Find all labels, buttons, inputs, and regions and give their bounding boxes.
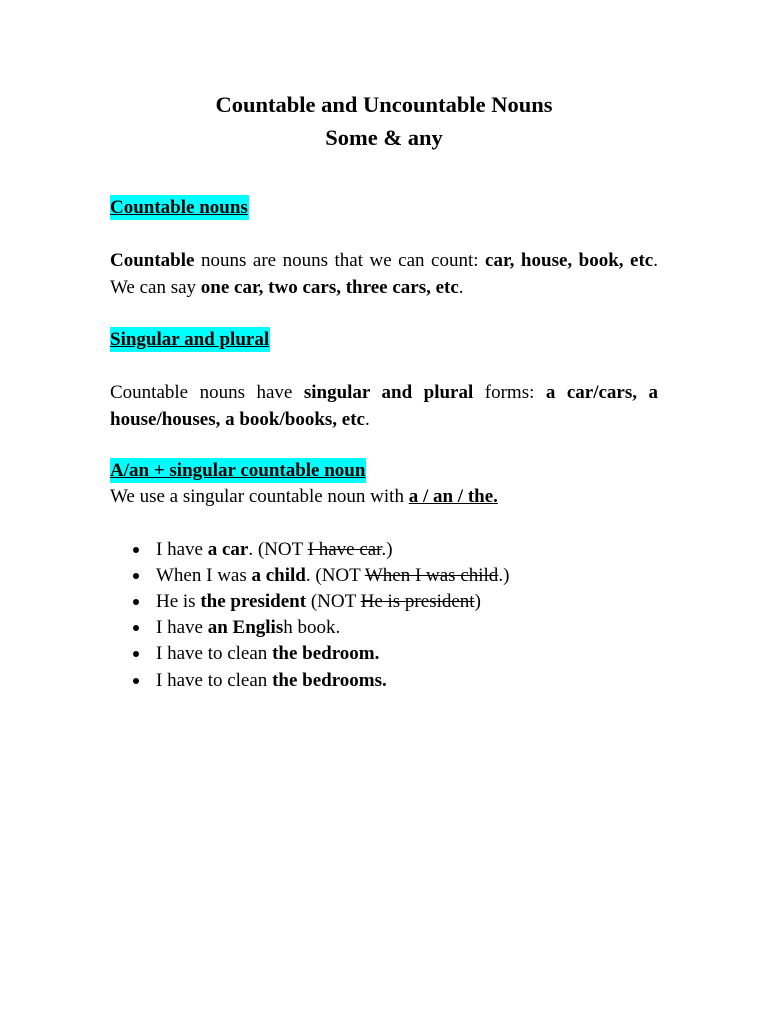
list-item xyxy=(110,589,658,615)
list-item-text: .) xyxy=(498,564,510,586)
list-item-text: He is xyxy=(156,590,201,612)
bullet-icon xyxy=(133,678,139,684)
list-item-text: When I was xyxy=(156,564,252,586)
document-title xyxy=(110,88,658,154)
heading-singular-plural xyxy=(110,327,658,353)
bullet-icon xyxy=(133,599,139,605)
bullet-icon xyxy=(133,651,139,657)
list-item-bold: a car xyxy=(207,538,249,560)
list-item-text: I have to clean xyxy=(156,643,273,665)
paragraph-a-an-intro xyxy=(110,484,658,511)
list-item-text: I have xyxy=(156,617,208,639)
examples-bold: a car/cars, a house/houses, a book/books, etc xyxy=(110,382,659,430)
articles-bold xyxy=(409,486,498,507)
example-list xyxy=(110,537,658,694)
heading-countable-nouns-text: Countable nouns xyxy=(110,197,248,218)
paragraph-text: forms: xyxy=(473,382,546,403)
list-item-strikethrough: When I was child xyxy=(364,564,499,586)
paragraph-text: We use a singular countable noun with xyxy=(110,486,409,507)
bullet-icon xyxy=(133,625,139,631)
title-line-1: Countable and Uncountable Nouns xyxy=(215,92,553,117)
examples-bold: car, house, book, etc xyxy=(485,250,654,271)
examples-bold: one car, two cars, three cars, etc xyxy=(200,276,459,298)
list-item-bold: the president xyxy=(200,590,307,612)
list-item-strikethrough: He is president xyxy=(360,590,475,612)
list-item xyxy=(110,641,658,667)
paragraph-text: nouns are nouns that we can count: xyxy=(194,250,486,271)
heading-a-an-singular xyxy=(110,458,658,484)
bullet-icon xyxy=(133,547,139,553)
list-item-text: I have to clean xyxy=(156,669,273,691)
list-item-bold: the bedrooms. xyxy=(272,669,387,691)
heading-a-an-singular-text: A/an + singular countable noun xyxy=(110,460,366,481)
list-item xyxy=(110,537,658,563)
list-item xyxy=(110,615,658,641)
term-countable: Countable xyxy=(110,250,195,271)
heading-countable-nouns xyxy=(110,195,658,221)
articles-underlined: a / an / the. xyxy=(408,486,498,507)
paragraph-text: . We can say xyxy=(110,250,658,298)
list-item-text: .) xyxy=(381,538,393,560)
heading-singular-plural-text: Singular and plural xyxy=(110,329,270,350)
paragraph-singular-plural xyxy=(110,380,658,433)
list-item-bold: a child xyxy=(251,564,306,586)
paragraph-countable-definition xyxy=(110,248,658,301)
list-item-text: I have xyxy=(156,538,208,560)
list-item-text: . (NOT xyxy=(248,538,308,560)
list-item-bold: the bedroom. xyxy=(272,643,380,665)
list-item-text: h book. xyxy=(283,617,341,639)
paragraph-text: Countable nouns have xyxy=(110,382,304,403)
list-item xyxy=(110,668,658,694)
paragraph-text: . xyxy=(364,408,370,430)
list-item-bold: an Englis xyxy=(207,617,284,639)
title-line-2: Some & any xyxy=(325,125,443,150)
list-item-text: (NOT xyxy=(306,590,361,612)
term-singular-plural: singular and plural xyxy=(303,382,474,403)
list-item-text: ) xyxy=(474,590,481,612)
list-item xyxy=(110,563,658,589)
bullet-icon xyxy=(133,573,139,579)
paragraph-text: . xyxy=(458,276,464,298)
list-item-strikethrough: I have car xyxy=(307,538,382,560)
list-item-text: . (NOT xyxy=(305,564,365,586)
document-content xyxy=(110,88,658,694)
